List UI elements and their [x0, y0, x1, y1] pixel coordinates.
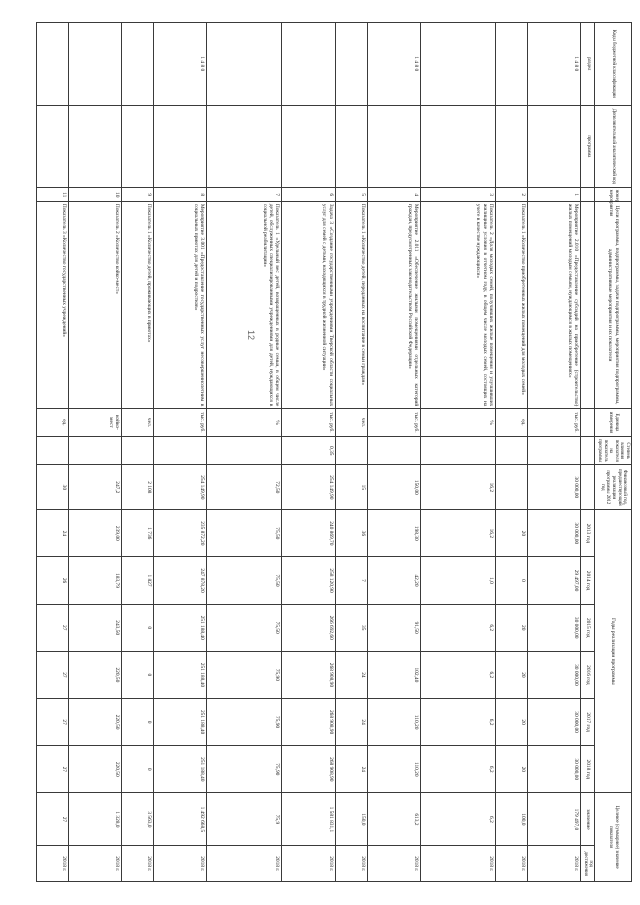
- table-cell: 220,50: [68, 746, 121, 793]
- table-cell: тыс. руб.: [154, 408, 207, 436]
- table-cell: 110,20: [367, 746, 420, 793]
- table-cell: [496, 465, 528, 510]
- table-cell: 27: [37, 793, 69, 846]
- table-cell: [527, 437, 580, 465]
- table-row: 9 Показатель 1 «Количество детей, проживающих в приютах» чел. 2 108 1 736 1 827 0 0 0 0 3 563,0 2018 г.: [122, 23, 154, 882]
- table-cell: 75,50: [207, 604, 282, 651]
- table-cell: 26: [37, 557, 69, 604]
- table-cell: 268 908,90: [282, 698, 335, 745]
- table-cell: [421, 23, 496, 106]
- header-years: Годы реализации программы: [595, 510, 632, 793]
- table-cell: 75,90: [207, 651, 282, 698]
- table-cell: 75,50: [207, 557, 282, 604]
- table-cell: 75,90: [207, 746, 282, 793]
- header-target: Целевое (суммарное) значение показателя: [595, 793, 632, 882]
- table-cell: 24: [335, 746, 367, 793]
- table-cell: 15: [335, 465, 367, 510]
- table-cell: 179 497,0: [527, 793, 580, 846]
- table-cell: 251 188,40: [154, 651, 207, 698]
- table-cell: 27: [37, 651, 69, 698]
- table-row: 1 4 8 0 4 Мероприятие 2.011 «Обеспечение жилыми помещениями отдельных категорий граждан, предусмотренных законодательством Российской Федерации» тыс. руб. 150,00 198,30 42,20 91,50 102,40 110,20 110,20 613,2 2018 г.: [367, 23, 420, 882]
- table-cell: 110,20: [367, 698, 420, 745]
- header-section: раздел: [581, 23, 595, 106]
- table-cell: 75,50: [207, 510, 282, 557]
- table-cell: [282, 23, 335, 106]
- header-year-reached: год достижения: [581, 846, 595, 882]
- table-cell: 27: [37, 698, 69, 745]
- table-row: 2 Показатель 1 «Количество приобретенных жилых помещений для молодых семей» ед. 20 0 20 20 20 20 100,0 2018 г.: [496, 23, 528, 882]
- table-cell: 150,0: [335, 793, 367, 846]
- table-cell: 6,2: [421, 793, 496, 846]
- table-cell: [367, 437, 420, 465]
- table-cell: 20: [496, 604, 528, 651]
- table-cell: Показатель 1 «Удельный вес детей, возвращенных в родные семьи, в общем числе детей, обслуженных специализированными учреждениями для детей, нуждающихся в социальной реабилитации»: [207, 202, 282, 408]
- table-cell: 150,00: [367, 465, 420, 510]
- table-cell: 1,0: [421, 557, 496, 604]
- table-row: 10 Показатель 2 «Количество койко-мест» койко-мест 247,2 239,00 183,79 243,50 220,50 220,50 220,50 1 328,0 2018 г.: [68, 23, 121, 882]
- table-cell: койко-мест: [68, 408, 121, 436]
- table-cell: [496, 23, 528, 106]
- table-cell: 220,50: [68, 651, 121, 698]
- table-cell: 239,00: [68, 510, 121, 557]
- table-cell: 183,79: [68, 557, 121, 604]
- table-cell: 102,40: [367, 651, 420, 698]
- table-cell: 35: [335, 604, 367, 651]
- table-cell: [335, 23, 367, 106]
- table-cell: 243,50: [68, 604, 121, 651]
- table-cell: 75,9: [207, 793, 282, 846]
- header-2013: 2013 год: [581, 510, 595, 557]
- table-cell: [335, 437, 367, 465]
- header-value: значение: [581, 793, 595, 846]
- table-cell: 100,0: [496, 793, 528, 846]
- table-cell: 2018 г.: [367, 846, 420, 882]
- table-row: 1 4 8 0 8 Мероприятие 3.001 «Предоставление государственных услуг несовершеннолетним в социальных приютах для детей и подростков» тыс. руб. 254 149,90 235 872,20 247 878,20 251 188,40 251 188,40 251 188,40 251 188,40 1 492 668,5 2018 г.: [154, 23, 207, 882]
- table-cell: 2018 г.: [496, 846, 528, 882]
- table-cell: [207, 437, 282, 465]
- header-event-number: номер мероприятия: [595, 188, 632, 202]
- table-cell: 6,2: [421, 746, 496, 793]
- table-row: 1 4 8 0 1 Мероприятие 2.010 «Предоставление субсидий на приобретение (строительство) жилых помещений молодым семьям, нуждающимся в жилых помещениях» тыс. руб. 30 000,00 30 000,00 29 497,00 30 000,00 30 000,00 30 000,00 30 000,00 179 497,0 2018 г.: [527, 23, 580, 882]
- table-cell: 258 120,90: [282, 557, 335, 604]
- table-cell: чел.: [335, 408, 367, 436]
- table-cell: [68, 23, 121, 106]
- header-program: программа: [581, 105, 595, 188]
- table-cell: 0,35: [282, 437, 335, 465]
- header-inclusion: Степень влияния показателя на показатель программы: [595, 437, 632, 465]
- table-cell: 30 000,00: [527, 651, 580, 698]
- table-cell: 24: [335, 698, 367, 745]
- table-cell: 7: [335, 557, 367, 604]
- table-cell: [37, 437, 69, 465]
- table-cell: 2018 г.: [527, 846, 580, 882]
- table-cell: 266 692,60: [282, 604, 335, 651]
- table-cell: 247,2: [68, 465, 121, 510]
- table-cell: 6,2: [421, 698, 496, 745]
- table-cell: 1 827: [122, 557, 154, 604]
- table-cell: 6,2: [421, 604, 496, 651]
- table-cell: 2018 г.: [282, 846, 335, 882]
- table-cell: [37, 23, 69, 106]
- table-cell: 251 188,40: [154, 746, 207, 793]
- page-number: 12: [246, 329, 257, 341]
- table-cell: тыс. руб.: [367, 408, 420, 436]
- table-cell: Показатель 1 «Количество детей, проживающих в приютах»: [122, 202, 154, 408]
- table-cell: 2 108: [122, 465, 154, 510]
- table-cell: 6,2: [421, 651, 496, 698]
- table-cell: 251 188,40: [154, 604, 207, 651]
- table-cell: 2018 г.: [122, 846, 154, 882]
- table-cell: чел.: [122, 408, 154, 436]
- header-2014: 2014 год: [581, 557, 595, 604]
- table-cell: 75,90: [207, 698, 282, 745]
- program-indicators-table: [36, 22, 632, 882]
- table-cell: Показатель 1 «Количество приобретенных жилых помещений для молодых семей»: [496, 202, 528, 408]
- header-2016: 2016 год: [581, 651, 595, 698]
- table-cell: 1 4 8 0: [527, 23, 580, 106]
- table-cell: Мероприятие 2.011 «Обеспечение жилыми помещениями отдельных категорий граждан, предусмотренных законодательством Российской Федерации»: [367, 202, 420, 408]
- table-cell: 0: [122, 651, 154, 698]
- table-cell: 2018 г.: [421, 846, 496, 882]
- table-row: 11 Показатель 3 «Количество государственных учреждений» ед. 30 24 26 27 27 27 27 27 2018 г.: [37, 23, 69, 882]
- header-goal: Цели программы, подпрограммы, задачи подпрограммы, мероприятия подпрограммы, административные мероприятия и их показатели: [595, 202, 632, 408]
- table-cell: 0: [496, 557, 528, 604]
- table-cell: 613,2: [367, 793, 420, 846]
- header-2018: 2018 год: [581, 746, 595, 793]
- table-cell: 3 563,0: [122, 793, 154, 846]
- table-cell: [122, 23, 154, 106]
- header-classification: Коды бюджетной классификации: [595, 23, 632, 106]
- table-cell: [496, 437, 528, 465]
- table-cell: Мероприятие 3.001 «Предоставление государственных услуг несовершеннолетним в социальных приютах для детей и подростков»: [154, 202, 207, 408]
- table-cell: 29 497,00: [527, 557, 580, 604]
- table-cell: 36: [335, 510, 367, 557]
- header-unit: Единица измерения: [595, 408, 632, 436]
- table-cell: тыс. руб.: [282, 408, 335, 436]
- table-cell: 30: [37, 465, 69, 510]
- table-cell: 27: [37, 604, 69, 651]
- table-cell: 30 000,00: [527, 746, 580, 793]
- table-cell: 24: [335, 651, 367, 698]
- table-cell: 0: [122, 746, 154, 793]
- table-cell: 2018 г.: [68, 846, 121, 882]
- table-cell: 1 492 668,5: [154, 793, 207, 846]
- table-cell: 220,50: [68, 698, 121, 745]
- table-cell: Задача 3 «Создание государственными учреждениями Тверской области социальных услуг для семей с детьми, находящихся в трудной жизненной ситуации»: [282, 202, 335, 408]
- table-cell: [122, 437, 154, 465]
- table-cell: [154, 437, 207, 465]
- table-cell: 2018 г.: [37, 846, 69, 882]
- table-cell: %: [421, 408, 496, 436]
- table-cell: Показатель 2 «Количество койко-мест»: [68, 202, 121, 408]
- table-cell: 30 000,00: [527, 698, 580, 745]
- rotated-table-sheet: [36, 22, 632, 882]
- table-cell: [68, 437, 121, 465]
- table-cell: [421, 437, 496, 465]
- table-cell: 0: [122, 604, 154, 651]
- table-cell: 254 149,90: [154, 465, 207, 510]
- table-cell: 20: [496, 651, 528, 698]
- table-cell: 20: [496, 698, 528, 745]
- table-cell: 268 908,90: [282, 746, 335, 793]
- table-row: 6 Задача 3 «Создание государственными учреждениями Тверской области социальных услуг для семей с детьми, находящихся в трудной жизненной ситуации» тыс. руб. 0,35 254 149,90 240 869,70 258 120,90 266 692,60 268 908,90 268 908,90 268 908,90 1 581 831,1 2018 г.: [282, 23, 335, 882]
- table-cell: Показатель 3 «Количество государственных учреждений»: [37, 202, 69, 408]
- table-cell: 2018 г.: [207, 846, 282, 882]
- table-cell: ед.: [496, 408, 528, 436]
- table-cell: %: [207, 408, 282, 436]
- header-row-1: [595, 23, 632, 882]
- table-cell: 27: [37, 746, 69, 793]
- table-row: 3 Показатель 2 «Доля молодых семей, получивших жилые помещения и улучшивших жилищные условия в отчетном году, в общем числе молодых семей, состоящих на учете в качестве нуждающихся» % 16,2 16,2 1,0 6,2 6,2 6,2 6,2 6,2 2018 г.: [421, 23, 496, 882]
- table-cell: 30 000,00: [527, 465, 580, 510]
- table-cell: 91,50: [367, 604, 420, 651]
- table-cell: 1 581 831,1: [282, 793, 335, 846]
- header-2015: 2015 год: [581, 604, 595, 651]
- table-cell: 235 872,20: [154, 510, 207, 557]
- table-cell: 240 869,70: [282, 510, 335, 557]
- table-cell: 0: [122, 698, 154, 745]
- table-cell: 20: [496, 510, 528, 557]
- table-cell: 254 149,90: [282, 465, 335, 510]
- table-cell: 268 908,90: [282, 651, 335, 698]
- table-cell: 1 736: [122, 510, 154, 557]
- table-cell: 198,30: [367, 510, 420, 557]
- table-cell: Показатель 2 «Доля молодых семей, получивших жилые помещения и улучшивших жилищные условия в отчетном году, в общем числе молодых семей, состоящих на учете в качестве нуждающихся»: [421, 202, 496, 408]
- table-cell: 251 188,40: [154, 698, 207, 745]
- header-expense-kind: Дополнительный аналитический код: [595, 105, 632, 188]
- table-cell: 24: [37, 510, 69, 557]
- table-cell: 247 878,20: [154, 557, 207, 604]
- table-cell: ед.: [37, 408, 69, 436]
- table-cell: 72,50: [207, 465, 282, 510]
- table-cell: 2018 г.: [335, 846, 367, 882]
- table-cell: Мероприятие 2.010 «Предоставление субсидий на приобретение (строительство) жилых помещений молодым семьям, нуждающимся в жилых помещениях»: [527, 202, 580, 408]
- header-base: Финансовый год, предшествующий реализации программы 2012 год: [595, 465, 632, 510]
- table-cell: 1 4 8 0: [154, 23, 207, 106]
- table-cell: 42,20: [367, 557, 420, 604]
- table-cell: 20: [496, 746, 528, 793]
- table-cell: 16,2: [421, 465, 496, 510]
- table-cell: Показатель 1 «Количество детей, переданных на воспитание в семьи граждан»: [335, 202, 367, 408]
- table-cell: 30 000,00: [527, 604, 580, 651]
- table-cell: 1 328,0: [68, 793, 121, 846]
- header-2017: 2017 год: [581, 698, 595, 745]
- table-cell: тыс. руб.: [527, 408, 580, 436]
- table-cell: 1 4 8 0: [367, 23, 420, 106]
- table-cell: 16,2: [421, 510, 496, 557]
- header-row-2: [581, 23, 595, 882]
- table-cell: 30 000,00: [527, 510, 580, 557]
- table-row: 5 Показатель 1 «Количество детей, переданных на воспитание в семьи граждан» чел. 15 36 7 35 24 24 24 150,0 2018 г.: [335, 23, 367, 882]
- table-cell: 2018 г.: [154, 846, 207, 882]
- table-cell: [207, 23, 282, 106]
- table-row: 7 Показатель 1 «Удельный вес детей, возвращенных в родные семьи, в общем числе детей, обслуженных специализированными учреждениями для детей, нуждающихся в социальной реабилитации» % 72,50 75,50 75,50 75,50 75,90 75,90 75,90 75,9 2018 г.: [207, 23, 282, 882]
